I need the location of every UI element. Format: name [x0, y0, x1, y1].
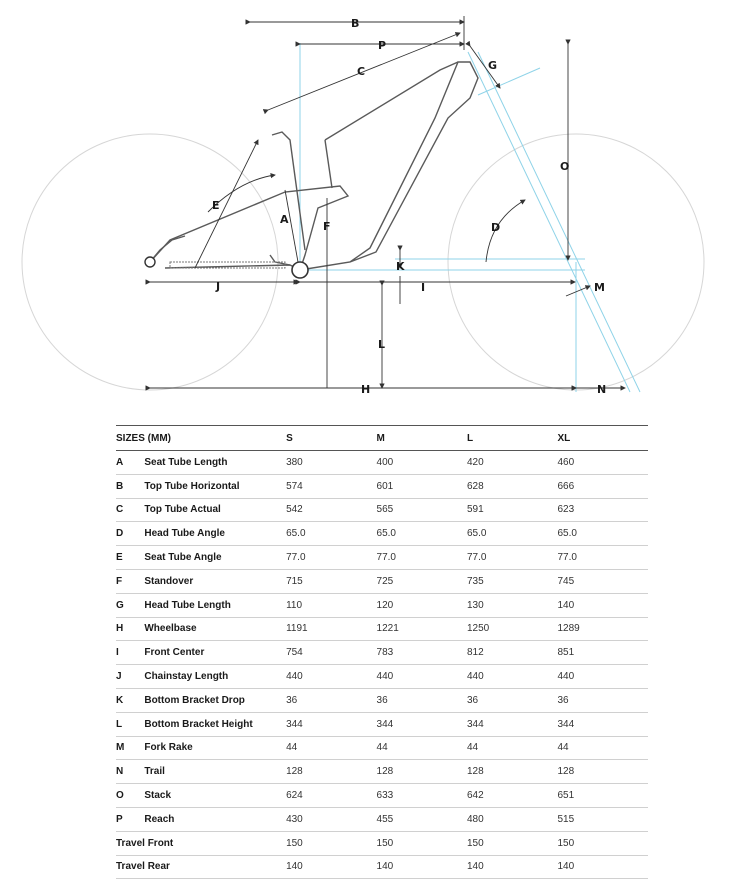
value-m: 400: [376, 456, 394, 468]
value-xl: 666: [557, 480, 575, 492]
value-m: 128: [376, 766, 394, 778]
value-l: 812: [467, 647, 484, 659]
value-m: 36: [376, 694, 388, 706]
table-row: [116, 593, 648, 617]
value-xl: 36: [557, 694, 569, 706]
value-xl: 140: [557, 861, 575, 873]
value-m: 633: [376, 790, 394, 802]
fork-lines: [300, 43, 640, 392]
value-xl: 745: [557, 575, 575, 587]
row-code: D: [116, 528, 124, 540]
value-l: 628: [467, 480, 484, 492]
header-s: S: [286, 426, 376, 451]
table-row: [116, 855, 648, 879]
table-row: [116, 569, 648, 593]
value-l: 140: [467, 861, 484, 873]
label-e: E: [212, 199, 220, 212]
value-m: 455: [376, 813, 394, 825]
value-m: 440: [376, 671, 394, 683]
value-m: 77.0: [376, 552, 396, 564]
value-l: 130: [467, 599, 484, 611]
label-a: A: [280, 213, 289, 226]
row-name: Top Tube Horizontal: [144, 480, 240, 492]
table-row: [116, 665, 648, 689]
label-i: I: [421, 281, 426, 294]
value-xl: 77.0: [557, 552, 577, 564]
row-code: C: [116, 504, 124, 516]
value-xl: 44: [557, 742, 569, 754]
value-s: 542: [286, 504, 303, 516]
label-j: J: [216, 280, 221, 293]
row-code: J: [116, 671, 122, 683]
value-xl: 140: [557, 599, 575, 611]
label-d: D: [491, 221, 501, 234]
label-l: L: [378, 338, 386, 351]
geometry-table-wrap: [116, 425, 648, 879]
value-s: 754: [286, 647, 303, 659]
value-s: 715: [286, 575, 303, 587]
geometry-table: [116, 425, 648, 879]
row-name: Wheelbase: [144, 623, 197, 635]
row-code: I: [116, 647, 119, 659]
value-xl: 150: [557, 837, 575, 849]
rear-axle: [145, 257, 155, 267]
label-n: N: [597, 383, 607, 396]
value-m: 1221: [376, 623, 399, 635]
value-m: 140: [376, 861, 394, 873]
value-xl: 65.0: [557, 528, 577, 540]
value-xl: 1289: [557, 623, 580, 635]
row-name: Travel Rear: [116, 861, 170, 873]
row-name: Seat Tube Angle: [144, 552, 222, 564]
table-row: [116, 736, 648, 760]
row-code: B: [116, 480, 124, 492]
row-code: K: [116, 694, 124, 706]
value-m: 120: [376, 599, 394, 611]
table-row: [116, 688, 648, 712]
row-name: Stack: [144, 790, 172, 802]
label-h: H: [361, 383, 371, 396]
table-row: [116, 807, 648, 831]
row-name: Bottom Bracket Drop: [144, 694, 245, 706]
label-p: P: [378, 39, 387, 52]
header-xl: XL: [557, 426, 648, 451]
value-l: 344: [467, 718, 484, 730]
dimension-lines: [150, 16, 625, 388]
frame-outline: [150, 62, 478, 270]
value-m: 783: [376, 647, 394, 659]
label-m: M: [594, 281, 605, 294]
row-name: Head Tube Length: [144, 599, 231, 611]
value-s: 1191: [286, 623, 308, 635]
row-code: G: [116, 599, 124, 611]
value-m: 725: [376, 575, 394, 587]
row-code: P: [116, 813, 123, 825]
table-row: [116, 474, 648, 498]
value-s: 430: [286, 813, 303, 825]
row-name: Front Center: [144, 647, 205, 659]
value-l: 735: [467, 575, 484, 587]
row-code: F: [116, 575, 123, 587]
value-s: 77.0: [286, 552, 306, 564]
table-header-row: [116, 426, 648, 451]
value-l: 420: [467, 456, 484, 468]
value-s: 380: [286, 456, 303, 468]
value-l: 44: [467, 742, 479, 754]
row-name: Travel Front: [116, 837, 174, 849]
value-s: 150: [286, 837, 303, 849]
value-m: 44: [376, 742, 388, 754]
row-code: A: [116, 456, 124, 468]
value-s: 65.0: [286, 528, 306, 540]
row-name: Head Tube Angle: [144, 528, 225, 540]
row-code: L: [116, 718, 123, 730]
bike-geometry-diagram: [0, 0, 732, 405]
label-b: B: [351, 17, 360, 30]
table-row: [116, 641, 648, 665]
value-l: 440: [467, 671, 484, 683]
row-code: E: [116, 552, 123, 564]
table-row: [116, 498, 648, 522]
value-l: 591: [467, 504, 484, 516]
value-s: 110: [286, 599, 303, 611]
row-name: Chainstay Length: [144, 671, 229, 683]
table-row: [116, 546, 648, 570]
value-xl: 651: [557, 790, 575, 802]
value-l: 77.0: [467, 552, 487, 564]
row-name: Trail: [144, 766, 165, 778]
value-l: 642: [467, 790, 484, 802]
value-l: 150: [467, 837, 484, 849]
label-o: O: [560, 160, 570, 173]
label-c: C: [357, 65, 366, 78]
label-k: K: [396, 260, 405, 273]
header-sizes: SIZES (MM): [116, 426, 286, 451]
row-code: O: [116, 790, 124, 802]
value-m: 150: [376, 837, 394, 849]
header-m: M: [377, 426, 467, 451]
table-row: [116, 451, 648, 475]
row-name: Fork Rake: [144, 742, 193, 754]
value-m: 601: [376, 480, 394, 492]
value-s: 440: [286, 671, 303, 683]
value-l: 1250: [467, 623, 490, 635]
value-m: 344: [376, 718, 394, 730]
table-row: [116, 617, 648, 641]
value-l: 128: [467, 766, 484, 778]
value-s: 344: [286, 718, 303, 730]
row-code: M: [116, 742, 125, 754]
value-s: 574: [286, 480, 303, 492]
value-s: 624: [286, 790, 303, 802]
value-xl: 623: [557, 504, 575, 516]
value-xl: 344: [557, 718, 575, 730]
table-row: [116, 522, 648, 546]
value-l: 65.0: [467, 528, 487, 540]
value-m: 565: [376, 504, 394, 516]
geometry-svg: [0, 0, 732, 405]
table-row: [116, 760, 648, 784]
row-name: Seat Tube Length: [144, 456, 228, 468]
value-xl: 128: [557, 766, 575, 778]
row-name: Top Tube Actual: [144, 504, 221, 516]
value-s: 128: [286, 766, 303, 778]
table-body: [116, 451, 648, 879]
row-name: Standover: [144, 575, 194, 587]
label-f: F: [323, 220, 331, 233]
value-xl: 440: [557, 671, 575, 683]
value-s: 140: [286, 861, 303, 873]
value-xl: 515: [557, 813, 575, 825]
value-xl: 851: [557, 647, 575, 659]
row-code: H: [116, 623, 124, 635]
value-m: 65.0: [376, 528, 396, 540]
row-code: N: [116, 766, 124, 778]
bottom-bracket: [292, 262, 308, 278]
dimension-labels: [212, 17, 606, 396]
row-name: Bottom Bracket Height: [144, 718, 253, 730]
value-s: 36: [286, 694, 298, 706]
value-s: 44: [286, 742, 298, 754]
table-row: [116, 784, 648, 808]
label-g: G: [488, 59, 498, 72]
value-xl: 460: [557, 456, 575, 468]
table-row: [116, 831, 648, 855]
row-name: Reach: [144, 813, 175, 825]
value-l: 480: [467, 813, 484, 825]
table-row: [116, 712, 648, 736]
header-l: L: [467, 426, 557, 451]
value-l: 36: [467, 694, 479, 706]
